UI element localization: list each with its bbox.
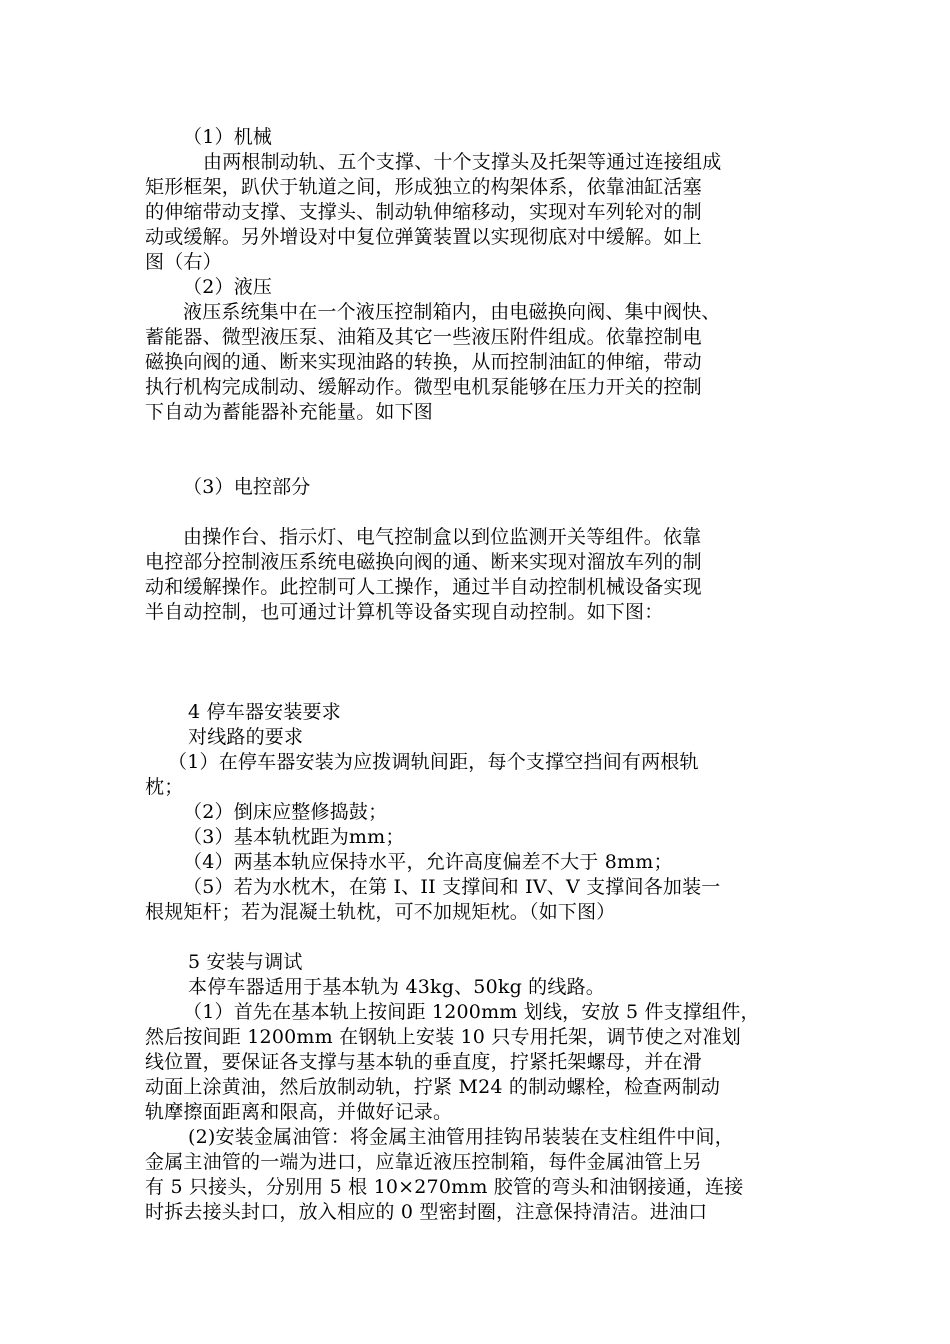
section4-subheading: 对线路的要求 xyxy=(188,726,304,748)
section-mech-line: 动或缓解。另外增设对中复位弹簧装置以实现彻底对中缓解。如上 xyxy=(145,226,702,248)
section5-line: 有 5 只接头，分别用 5 根 10×270mm 胶管的弯头和油钢接通，连接 xyxy=(145,1176,744,1198)
section5-line: 动面上涂黄油，然后放制动轨，拧紧 M24 的制动螺栓，检查两制动 xyxy=(145,1076,721,1098)
section4-heading: 4 停车器安装要求 xyxy=(188,701,341,723)
section4-line: 根规矩杆；若为混凝土轨枕，可不加规矩枕。（如下图） xyxy=(145,901,616,923)
section5-line: 时拆去接头封口，放入相应的 0 型密封圈，注意保持清洁。进油口 xyxy=(145,1201,708,1223)
section4-line: （5）若为水枕木，在第 I、II 支撑间和 IV、V 支撑间各加装一 xyxy=(183,876,721,898)
section-mech-line: 的伸缩带动支撑、支撑头、制动轨伸缩移动，实现对车列轮对的制 xyxy=(145,201,702,223)
section4-line: （3）基本轨枕距为mm； xyxy=(183,826,405,848)
section-mech-heading: （1）机械 xyxy=(183,126,273,148)
section-hyd-heading: （2）液压 xyxy=(183,276,273,298)
section4-line: （2）倒床应整修捣鼓； xyxy=(183,801,388,823)
section-mech-line: 矩形框架，趴伏于轨道之间，形成独立的构架体系，依靠油缸活塞 xyxy=(145,176,702,198)
section4-line: （1）在停车器安装为应拨调轨间距，每个支撑空挡间有两根轨 xyxy=(168,751,699,773)
section5-heading: 5 安装与调试 xyxy=(188,951,303,973)
section4-line: 枕； xyxy=(145,776,184,798)
section-hyd-line: 蓄能器、微型液压泵、油箱及其它一些液压附件组成。依靠控制电 xyxy=(145,326,702,348)
section5-line: (2)安装金属油管：将金属主油管用挂钩吊装装在支柱组件中间， xyxy=(188,1126,734,1148)
section-elec-line: 动和缓解操作。此控制可人工操作，通过半自动控制机械设备实现 xyxy=(145,576,702,598)
section5-line: 轨摩擦面距离和限高，并做好记录。 xyxy=(145,1101,453,1123)
section-elec-heading: （3）电控部分 xyxy=(183,476,311,498)
section-hyd-line: 液压系统集中在一个液压控制箱内，由电磁换向阀、集中阀快、 xyxy=(183,301,721,323)
section5-line: 线位置，要保证各支撑与基本轨的垂直度，拧紧托架螺母，并在滑 xyxy=(145,1051,702,1073)
section-mech-line: 由两根制动轨、五个支撑、十个支撑头及托架等通过连接组成 xyxy=(203,151,722,173)
section-elec-line: 半自动控制，也可通过计算机等设备实现自动控制。如下图： xyxy=(145,601,664,623)
section-hyd-line: 执行机构完成制动、缓解动作。微型电机泵能够在压力开关的控制 xyxy=(145,376,702,398)
section-hyd-line: 磁换向阀的通、断来实现油路的转换，从而控制油缸的伸缩，带动 xyxy=(145,351,702,373)
section-elec-line: 由操作台、指示灯、电气控制盒以到位监测开关等组件。依靠 xyxy=(183,526,702,548)
section5-line: （1）首先在基本轨上按间距 1200mm 划线，安放 5 件支撑组件， xyxy=(183,1001,760,1023)
section-hyd-line: 下自动为蓄能器补充能量。如下图 xyxy=(145,401,434,423)
section-mech-line: 图（右） xyxy=(145,251,222,273)
section4-line: （4）两基本轨应保持水平，允许高度偏差不大于 8mm； xyxy=(183,851,673,873)
section5-line: 金属主油管的一端为进口，应靠近液压控制箱，每件金属油管上另 xyxy=(145,1151,702,1173)
section-elec-line: 电控部分控制液压系统电磁换向阀的通、断来实现对溜放车列的制 xyxy=(145,551,702,573)
section5-line: 然后按间距 1200mm 在钢轨上安装 10 只专用托架，调节使之对准划 xyxy=(145,1026,741,1048)
section5-intro: 本停车器适用于基本轨为 43kg、50kg 的线路。 xyxy=(188,976,605,998)
